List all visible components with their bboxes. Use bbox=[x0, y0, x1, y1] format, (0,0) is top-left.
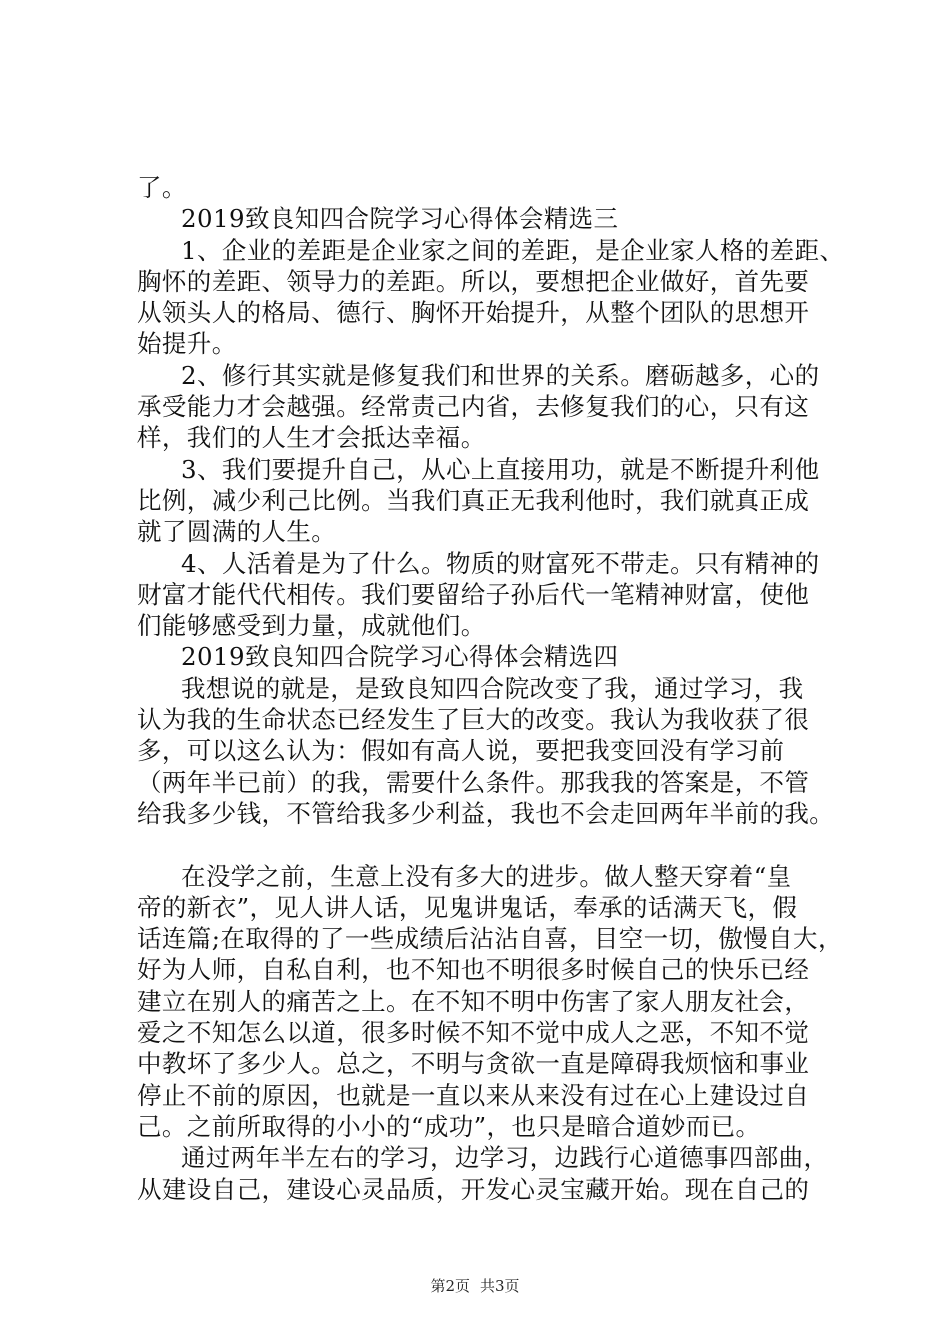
section-heading: 2019致良知四合院学习心得体会精选四 bbox=[181, 642, 619, 672]
text-line: 通过两年半左右的学习，边学习，边践行心道德事四部曲， bbox=[181, 1143, 829, 1173]
text-line: 从领头人的格局、德行、胸怀开始提升，从整个团队的思想开 bbox=[137, 298, 810, 328]
text-line: 胸怀的差距、领导力的差距。所以，要想把企业做好，首先要 bbox=[137, 266, 810, 296]
text-line: 始提升。 bbox=[137, 329, 237, 359]
text-line: 爱之不知怎么以道，很多时候不知不觉中成人之恶，不知不觉 bbox=[137, 1018, 810, 1048]
text-line: 比例，减少利己比例。当我们真正无我利他时，我们就真正成 bbox=[137, 485, 810, 515]
paragraph-spacer bbox=[137, 829, 837, 860]
document-body bbox=[137, 172, 845, 1205]
text-line: 停止不前的原因，也就是一直以来从来没有过在心上建设过自 bbox=[137, 1080, 810, 1110]
text-line: 建立在别人的痛苦之上。在不知不明中伤害了家人朋友社会， bbox=[137, 986, 810, 1016]
text-line: 给我多少钱，不管给我多少利益，我也不会走回两年半前的我。 bbox=[137, 798, 835, 828]
section-heading: 2019致良知四合院学习心得体会精选三 bbox=[181, 204, 619, 234]
text-line: 己。之前所取得的小小的“成功”，也只是暗合道妙而已。 bbox=[137, 1111, 761, 1141]
text-line: 3、我们要提升自己，从心上直接用功，就是不断提升利他 bbox=[181, 454, 820, 484]
text-line: 从建设自己，建设心灵品质，开发心灵宝藏开始。现在自己的 bbox=[137, 1174, 810, 1204]
text-line: （两年半已前）的我，需要什么条件。那我我的答案是，不管 bbox=[137, 767, 810, 797]
text-line: 中教坏了多少人。总之，不明与贪欲一直是障碍我烦恼和事业 bbox=[137, 1049, 810, 1079]
text-line: 认为我的生命状态已经发生了巨大的改变。我认为我收获了很 bbox=[137, 705, 810, 735]
text-line: 话连篇;在取得的了一些成绩后沾沾自喜，目空一切，傲慢自大， bbox=[137, 924, 843, 954]
text-line: 们能够感受到力量，成就他们。 bbox=[137, 611, 486, 641]
text-line: 了。 bbox=[137, 173, 187, 202]
text-line: 4、人活着是为了什么。物质的财富死不带走。只有精神的 bbox=[181, 548, 820, 578]
text-line: 财富才能代代相传。我们要留给子孙后代一笔精神财富，使他 bbox=[137, 579, 810, 609]
text-line: 帝的新衣”，见人讲人话，见鬼讲鬼话，奉承的话满天飞，假 bbox=[137, 892, 798, 922]
text-line: 我想说的就是，是致良知四合院改变了我，通过学习，我 bbox=[181, 673, 804, 703]
text-line: 承受能力才会越强。经常责己内省，去修复我们的心，只有这 bbox=[137, 392, 810, 422]
text-line: 1、企业的差距是企业家之间的差距，是企业家人格的差距、 bbox=[181, 235, 845, 265]
text-line: 就了圆满的人生。 bbox=[137, 517, 337, 547]
text-line: 样，我们的人生才会抵达幸福。 bbox=[137, 423, 486, 453]
page-number: 第2页 bbox=[430, 1277, 470, 1295]
text-line: 多，可以这么认为：假如有高人说，要把我变回没有学习前 bbox=[137, 736, 785, 766]
page-footer bbox=[0, 1276, 950, 1296]
page-total: 共3页 bbox=[480, 1277, 520, 1295]
text-line: 好为人师，自私自利，也不知也不明很多时候自己的快乐已经 bbox=[137, 955, 810, 985]
text-line: 2、修行其实就是修复我们和世界的关系。磨砺越多，心的 bbox=[181, 360, 820, 390]
text-line: 在没学之前，生意上没有多大的进步。做人整天穿着“皇 bbox=[181, 861, 792, 891]
